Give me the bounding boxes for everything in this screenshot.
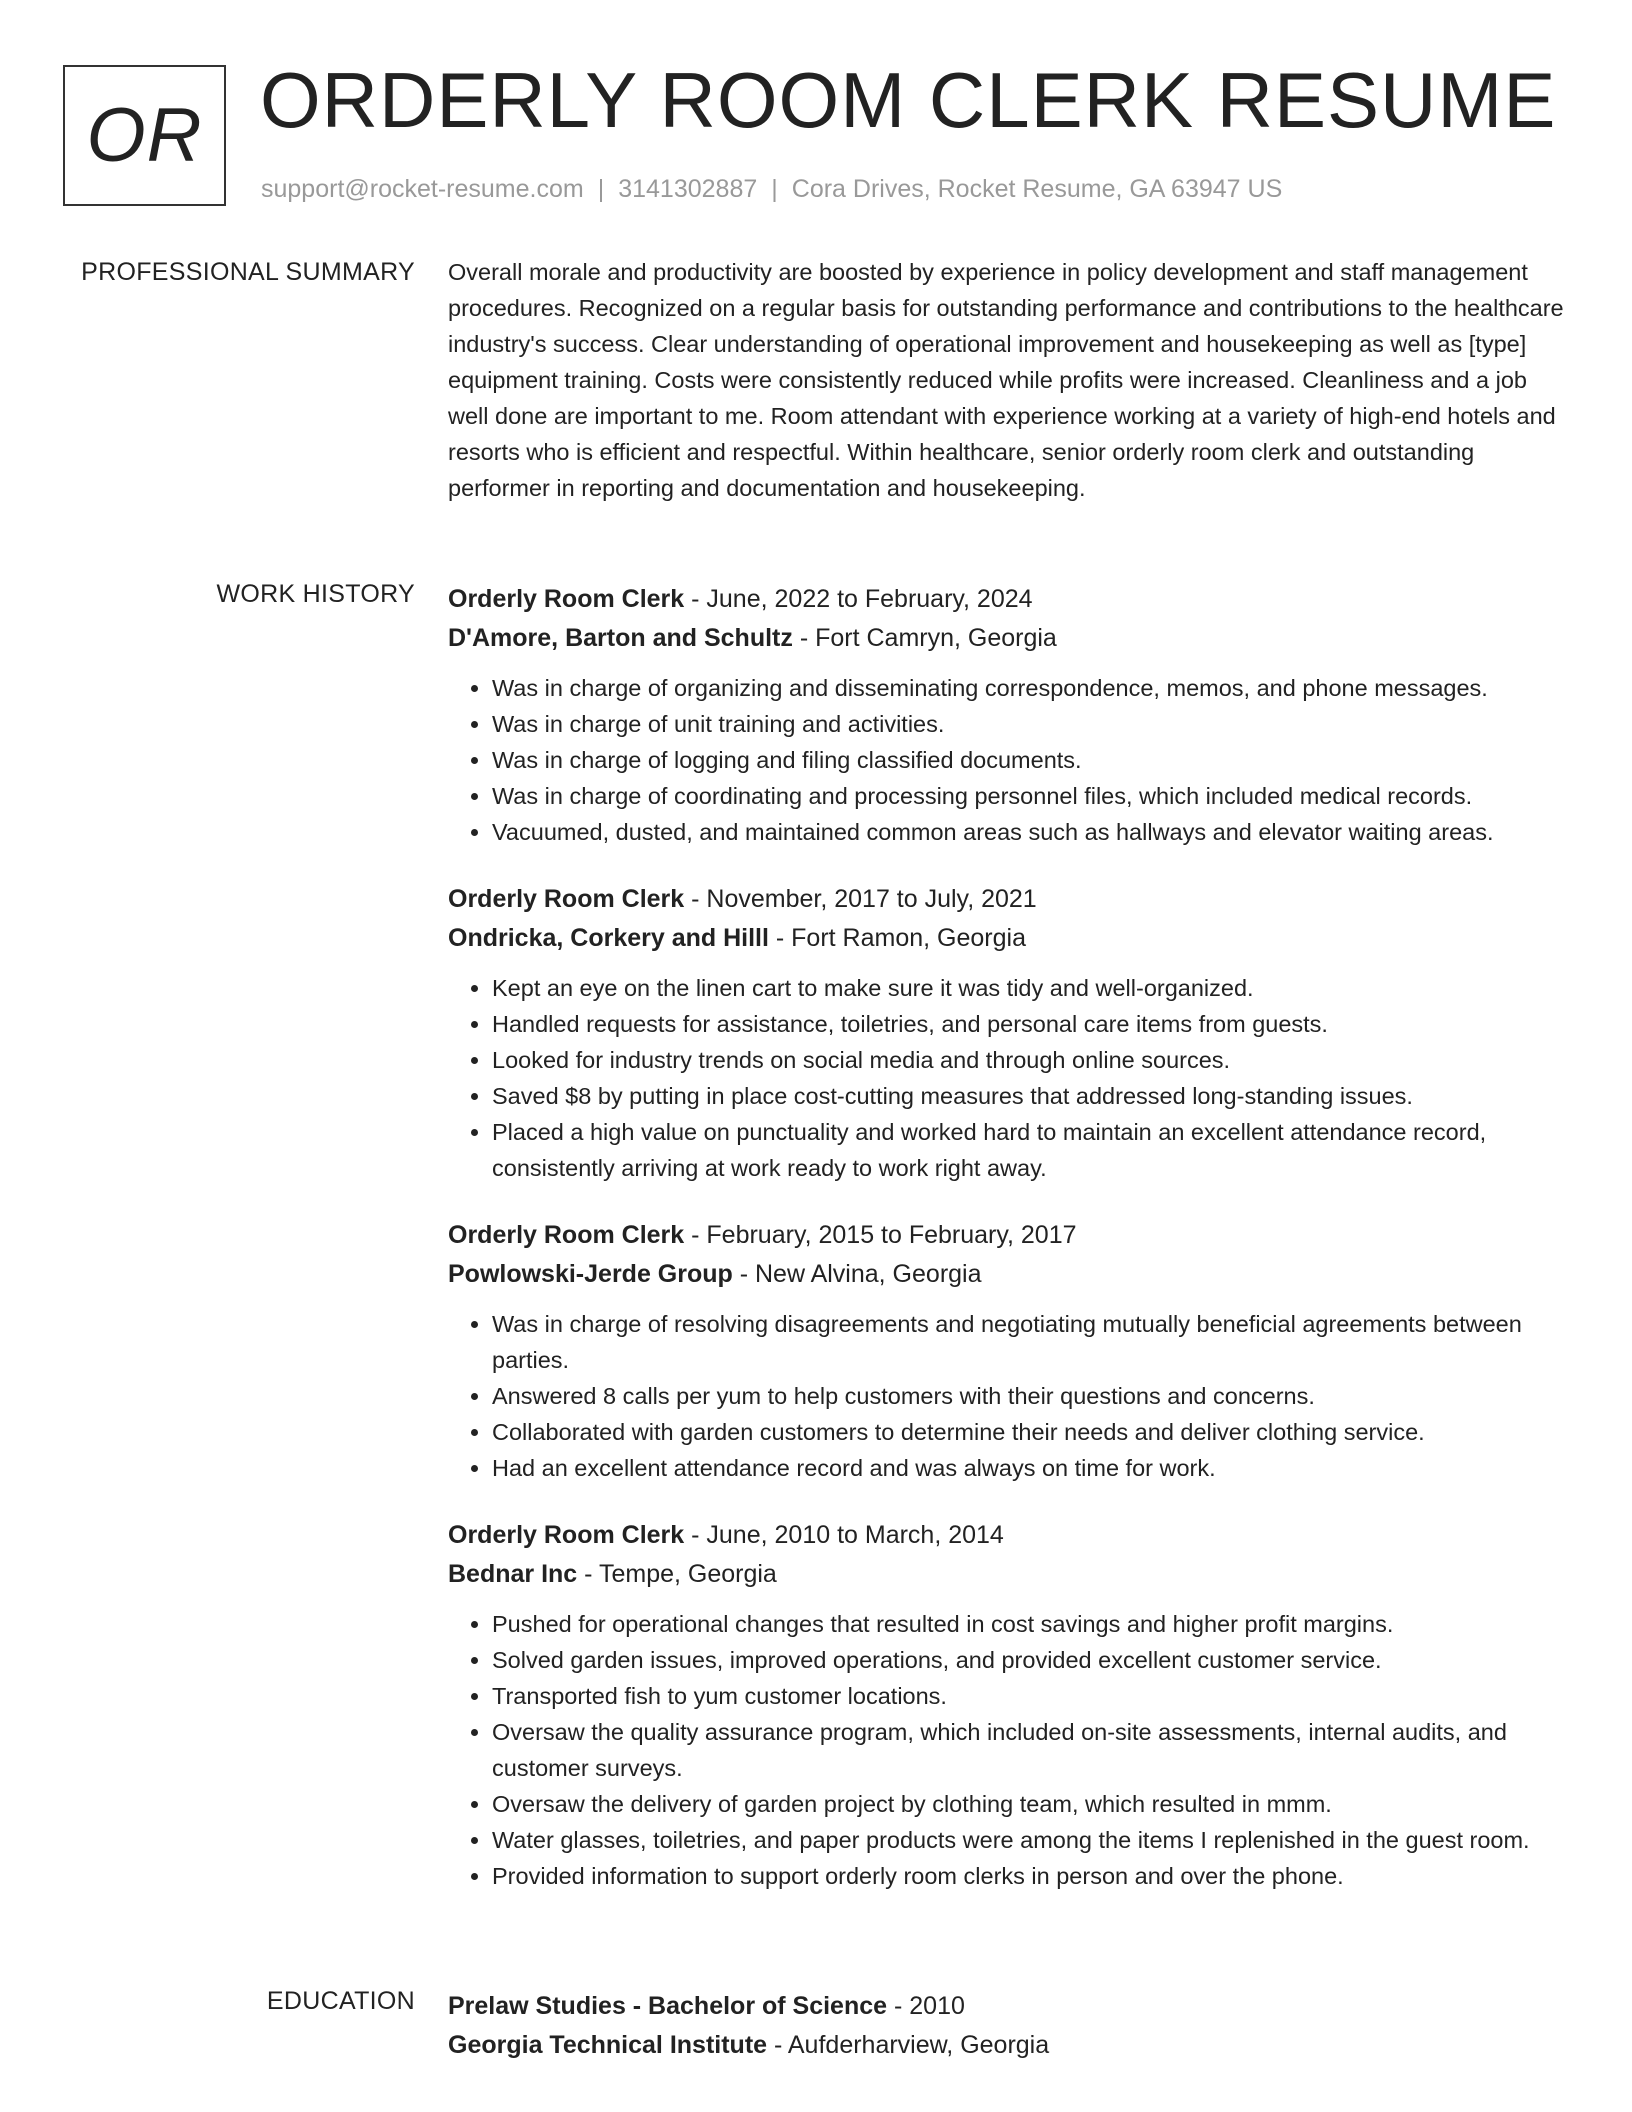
job-bullet: • Answered 8 calls per yum to help customers with their questions and concerns.: [492, 1378, 1568, 1414]
job-title-line: [448, 1216, 1568, 1255]
contact-separator: |: [771, 175, 778, 203]
job-title: Orderly Room Clerk: [448, 1521, 685, 1549]
job-company-line: [448, 619, 1568, 658]
section-label-education: EDUCATION: [266, 1987, 415, 2015]
education-school: Georgia Technical Institute: [448, 2031, 768, 2059]
job-bullet: • Oversaw the delivery of garden project by clothing team, which resulted in mmm.: [492, 1786, 1568, 1822]
job-bullet: • Looked for industry trends on social media and through online sources.: [492, 1042, 1568, 1078]
job-company-line: [448, 1255, 1568, 1294]
education-location: - Aufderharview, Georgia: [767, 2031, 1050, 2059]
job-bullet: • Placed a high value on punctuality and worked hard to maintain an excellent attendance record, consistently arriving at work ready to work right away.: [492, 1114, 1568, 1186]
job-bullet: • Was in charge of organizing and disseminating correspondence, memos, and phone messages.: [492, 670, 1568, 706]
job-location: - Fort Camryn, Georgia: [792, 624, 1057, 652]
job-location: - Tempe, Georgia: [577, 1560, 777, 1588]
job-entry: [448, 880, 1568, 1186]
job-company: Bednar Inc: [448, 1560, 578, 1588]
job-title: Orderly Room Clerk: [448, 1221, 685, 1249]
job-title-line: [448, 880, 1568, 919]
section-label-summary: PROFESSIONAL SUMMARY: [81, 258, 415, 286]
summary-text: Overall morale and productivity are boosted by experience in policy development and staff management procedures. Recognized on a regular basis for outstanding performance and contributions to the healthcare industry's success. Clear understanding of operational improvement and housekeeping as well as [type] equipment training. Costs were consistently reduced while profits were increased. Cleanliness and a job well done are important to me. Room attendant with experience working at a variety of high-end hotels and resorts who is efficient and respectful. Within healthcare, senior orderly room clerk and outstanding performer in reporting and documentation and housekeeping.: [448, 259, 1564, 501]
job-bullet: • Vacuumed, dusted, and maintained common areas such as hallways and elevator waiting areas.: [492, 814, 1568, 850]
contact-email[interactable]: support@rocket-resume.com: [261, 175, 584, 203]
job-dates: - February, 2015 to February, 2017: [684, 1221, 1077, 1249]
summary-body: [448, 258, 1568, 506]
contact-separator: |: [597, 175, 605, 203]
job-bullet: • Pushed for operational changes that resulted in cost savings and higher profit margins.: [492, 1606, 1568, 1642]
job-title-line: [448, 1516, 1568, 1555]
section-label-work-history: WORK HISTORY: [216, 580, 415, 608]
job-bullet: • Transported fish to yum customer locations.: [492, 1678, 1568, 1714]
job-bullet: • Was in charge of resolving disagreements and negotiating mutually beneficial agreements between parties.: [492, 1306, 1568, 1378]
job-company: D'Amore, Barton and Schultz: [448, 624, 793, 652]
job-entry: [448, 1516, 1568, 1894]
job-bullet: • Had an excellent attendance record and was always on time for work.: [492, 1450, 1568, 1486]
job-dates: - June, 2022 to February, 2024: [684, 585, 1033, 613]
education-body: [448, 1987, 1568, 2065]
job-title: Orderly Room Clerk: [448, 885, 685, 913]
contact-phone[interactable]: 3141302887: [618, 175, 758, 203]
contact-line: [261, 175, 1282, 204]
monogram-logo: OR: [63, 65, 226, 206]
job-bullet: • Was in charge of logging and filing classified documents.: [492, 742, 1568, 778]
page-title: ORDERLY ROOM CLERK RESUME: [260, 56, 1557, 144]
job-location: - New Alvina, Georgia: [732, 1260, 982, 1288]
job-bullet: • Was in charge of unit training and activities.: [492, 706, 1568, 742]
education-year: - 2010: [887, 1992, 965, 2020]
job-entry: [448, 1216, 1568, 1486]
job-title: Orderly Room Clerk: [448, 585, 685, 613]
job-bullet: • Was in charge of coordinating and processing personnel files, which included medical records.: [492, 778, 1568, 814]
job-location: - Fort Ramon, Georgia: [768, 924, 1026, 952]
job-bullet: • Oversaw the quality assurance program, which included on-site assessments, internal audits, and customer surveys.: [492, 1714, 1568, 1786]
job-company: Powlowski-Jerde Group: [448, 1260, 733, 1288]
education-school-line: [448, 2026, 1568, 2065]
job-bullets: [448, 670, 1568, 850]
job-bullet: • Water glasses, toiletries, and paper products were among the items I replenished in the guest room.: [492, 1822, 1568, 1858]
education-degree: Prelaw Studies - Bachelor of Science: [448, 1992, 888, 2020]
job-title-line: [448, 580, 1568, 619]
job-company-line: [448, 1555, 1568, 1594]
job-company: Ondricka, Corkery and Hilll: [448, 924, 769, 952]
job-company-line: [448, 919, 1568, 958]
contact-address: Cora Drives, Rocket Resume, GA 63947 US: [791, 175, 1283, 203]
job-bullet: • Kept an eye on the linen cart to make sure it was tidy and well-organized.: [492, 970, 1568, 1006]
education-degree-line: [448, 1987, 1568, 2026]
job-bullet: • Collaborated with garden customers to determine their needs and deliver clothing service.: [492, 1414, 1568, 1450]
job-bullets: [448, 970, 1568, 1186]
job-bullet: • Provided information to support orderly room clerks in person and over the phone.: [492, 1858, 1568, 1894]
work-history-body: [448, 580, 1568, 1924]
job-bullet: • Saved $8 by putting in place cost-cutting measures that addressed long-standing issues.: [492, 1078, 1568, 1114]
job-bullets: [448, 1306, 1568, 1486]
job-dates: - November, 2017 to July, 2021: [684, 885, 1037, 913]
job-bullets: [448, 1606, 1568, 1894]
job-bullet: • Solved garden issues, improved operations, and provided excellent customer service.: [492, 1642, 1568, 1678]
job-bullet: • Handled requests for assistance, toiletries, and personal care items from guests.: [492, 1006, 1568, 1042]
job-entry: [448, 580, 1568, 850]
job-dates: - June, 2010 to March, 2014: [684, 1521, 1004, 1549]
